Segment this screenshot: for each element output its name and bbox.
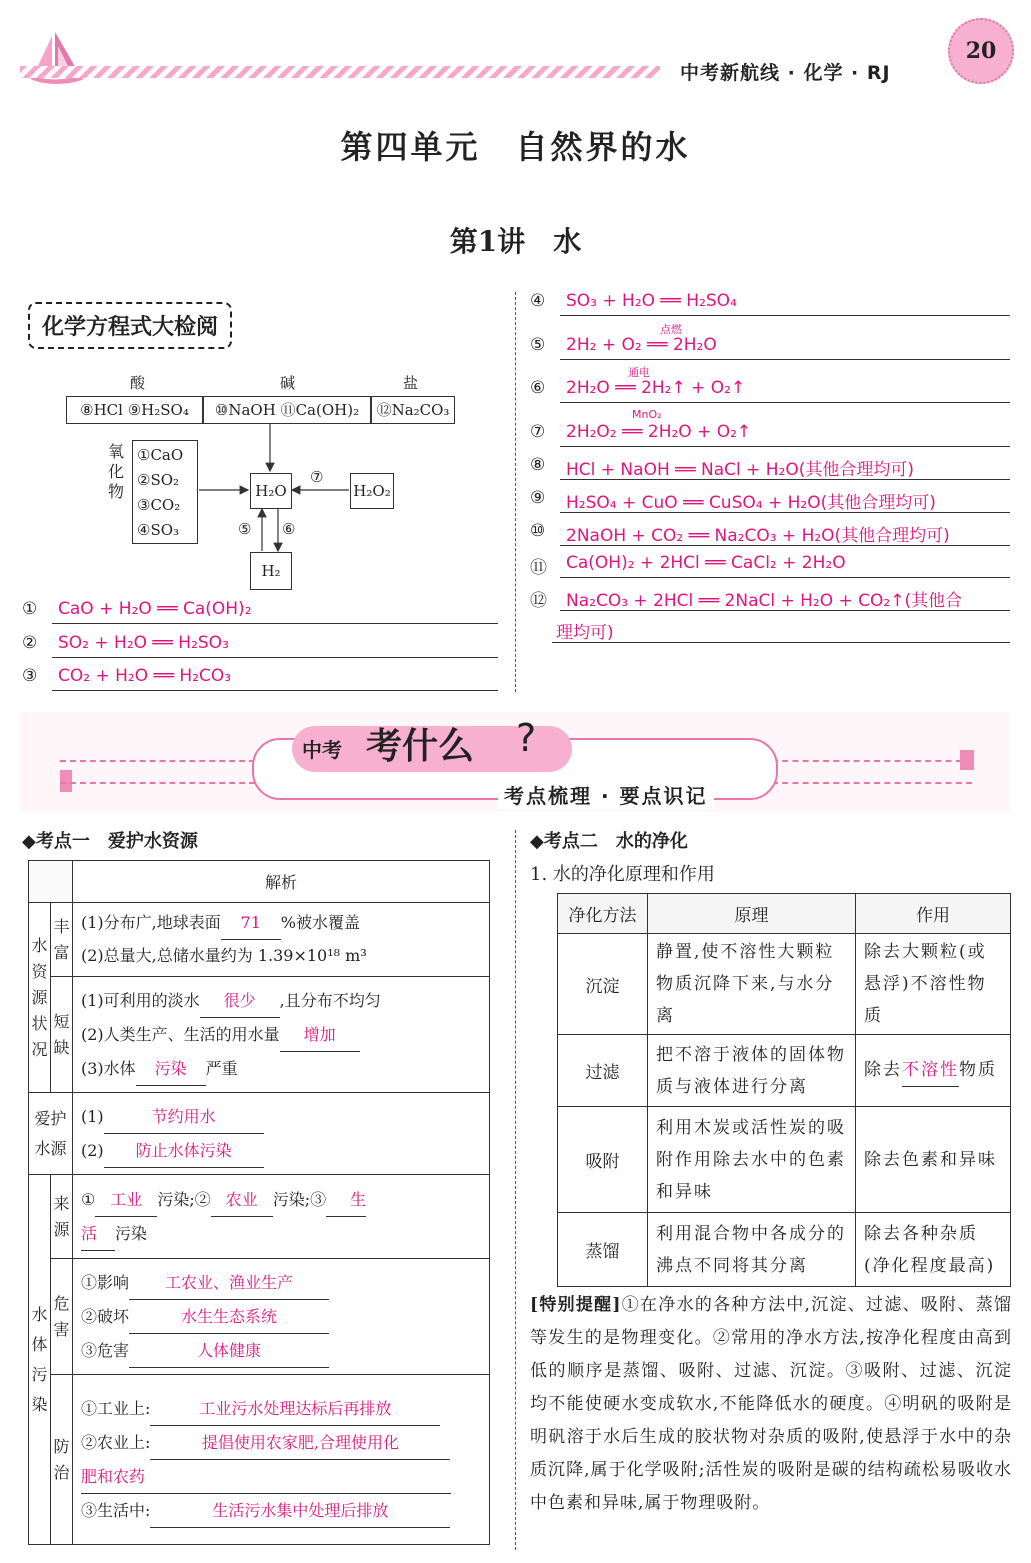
equation-line: 理均可) <box>552 616 1010 643</box>
col-header: 净化方法 <box>558 894 648 934</box>
row-group-pollution: 水体污染 <box>29 1175 51 1545</box>
label-base: 碱 <box>280 374 296 392</box>
row-short: 短缺 <box>51 977 73 1093</box>
arrow-label-6: ⑥ <box>282 520 296 538</box>
principle-cell: 利用木炭或活性炭的吸附作用除去水中的色素和异味 <box>648 1107 856 1213</box>
hydrogen-box: H₂ <box>250 552 292 590</box>
acid-box: ⑧HCl ⑨H₂SO₄ <box>66 396 203 424</box>
purification-table <box>557 893 1011 1287</box>
oxide-item: ①CaO <box>137 446 184 464</box>
method-cell: 蒸馏 <box>558 1213 648 1287</box>
table-header: 解析 <box>73 861 490 903</box>
oxide-item: ④SO₃ <box>137 521 180 539</box>
unit-title: 第四单元 自然界的水 <box>340 128 691 166</box>
oxide-item: ③CO₂ <box>137 496 181 514</box>
equation-line: ⑧ HCl + NaOH ══ NaCl + H₂O(其他合理均可) <box>560 453 1010 480</box>
page-number: 20 <box>948 18 1014 84</box>
row-protect: 爱护水源 <box>29 1093 73 1175</box>
lesson-title: 第1讲 水 <box>449 225 582 258</box>
base-box: ⑩NaOH ⑪Ca(OH)₂ <box>203 396 371 424</box>
label-acid: 酸 <box>130 374 146 392</box>
diagram-arrows <box>60 370 460 595</box>
hydrogen-peroxide-box: H₂O₂ <box>350 473 394 509</box>
equation-line: ⑫ Na₂CO₃ + 2HCl ══ 2NaCl + H₂O + CO₂↑(其他合 <box>560 584 1010 611</box>
row-source: 来源 <box>51 1175 73 1259</box>
note-label: [特别提醒] <box>530 1295 622 1315</box>
col-header: 原理 <box>648 894 856 934</box>
row-harm: 危害 <box>51 1259 73 1375</box>
equation-line: ② SO₂ + H₂O ══ H₂SO₃ <box>52 631 498 658</box>
salt-box: ⑫Na₂CO₃ <box>371 396 455 424</box>
arrow-label-7: ⑦ <box>310 468 324 486</box>
banner-subtitle: 考点梳理 · 要点识记 <box>498 780 714 809</box>
equation-line: ⑤ 2H₂ + O₂ ══ 2H₂O 点燃 <box>560 333 1010 360</box>
effect-cell: 除去大颗粒(或悬浮)不溶性物质 <box>856 934 1011 1035</box>
equation-line: ③ CO₂ + H₂O ══ H₂CO₃ <box>52 664 498 691</box>
banner-small: 中考 <box>302 738 342 762</box>
equation-review-title: 化学方程式大检阅 <box>28 302 232 349</box>
series-title: 中考新航线 · 化学 · RJ <box>680 62 891 84</box>
relation-diagram <box>60 370 460 595</box>
equation-line: ⑨ H₂SO₄ + CuO ══ CuSO₄ + H₂O(其他合理均可) <box>560 486 1010 513</box>
effect-cell: 除去色素和异味 <box>856 1107 1011 1213</box>
column-divider <box>515 830 516 1550</box>
arrow-label-5: ⑤ <box>238 520 252 538</box>
banner-question: ? <box>516 716 537 760</box>
label-oxide: 氧化物 <box>108 442 125 501</box>
principle-cell: 利用混合物中各成分的沸点不同将其分离 <box>648 1213 856 1287</box>
equation-line: ⑩ 2NaOH + CO₂ ══ Na₂CO₃ + H₂O(其他合理均可) <box>560 519 1010 546</box>
kp2-subtitle: 1. 水的净化原理和作用 <box>530 864 715 885</box>
section-banner <box>20 712 1010 812</box>
col-header: 作用 <box>856 894 1011 934</box>
effect-cell: 除去不溶性物质 <box>856 1035 1011 1107</box>
method-cell: 吸附 <box>558 1107 648 1213</box>
banner-title: 考什么 <box>366 725 475 767</box>
equation-line: ⑪ Ca(OH)₂ + 2HCl ══ CaCl₂ + 2H₂O <box>560 551 1010 578</box>
header-stripe <box>20 66 660 78</box>
method-cell: 沉淀 <box>558 934 648 1035</box>
method-cell: 过滤 <box>558 1035 648 1107</box>
principle-cell: 静置,使不溶性大颗粒物质沉降下来,与水分离 <box>648 934 856 1035</box>
label-salt: 盐 <box>403 374 419 392</box>
water-resource-table: 解析 水资源状况 丰富 (1)分布广,地球表面 71 %被水覆盖 (2)总量大,总储水量约为 1.39×10¹⁸ m³ 短缺 (1)可利用的淡水 很少 ,且分布不均匀 (2)人类生产、生活的用水量 增加 (3)水体 污染 严重 爱护水源 (1) 节约用水 (2) 防止水体污染 水体污染 来源 ① 工业 污染;② 农业 污染;③ 生 活 污染 危害 ①影响 工农业、渔业生产 ②破坏 水生生态系统 ③危害 人体健康 防治 ①工业上: 工业污水处理达标后再排放 ②农业上: 提倡使用农家肥,合理使用化 肥和农药 ③生活中: 生活污水集中处理后排放 <box>28 860 490 1545</box>
principle-cell: 把不溶于液体的固体物质与液体进行分离 <box>648 1035 856 1107</box>
kp2-title: ◆考点二 水的净化 <box>530 831 688 852</box>
column-divider <box>515 292 516 692</box>
water-box: H₂O <box>250 473 292 509</box>
row-prevent: 防治 <box>51 1375 73 1545</box>
special-note <box>530 1289 1012 1520</box>
equation-line: ④ SO₃ + H₂O ══ H₂SO₄ <box>560 289 1010 316</box>
equation-line: ⑥ 2H₂O ══ 2H₂↑ + O₂↑ 通电 <box>560 376 1010 403</box>
equation-line: ⑦ 2H₂O₂ ══ 2H₂O + O₂↑ MnO₂ <box>560 420 1010 447</box>
row-rich: 丰富 <box>51 903 73 977</box>
note-text: ①在净水的各种方法中,沉淀、过滤、吸附、蒸馏等发生的是物理变化。②常用的净水方法,按净化程度由高到低的顺序是蒸馏、吸附、过滤、沉淀。③吸附、过滤、沉淀均不能使硬水变成软水,不能降低水的硬度。④明矾的吸附是明矾溶于水后生成的胶状物对杂质的吸附,使悬浮于水中的杂质沉降,属于化学吸附;活性炭的吸附是碳的结构疏松易吸收水中色素和异味,属于物理吸附。 <box>530 1295 1012 1513</box>
oxide-item: ②SO₂ <box>137 471 180 489</box>
equation-line: ① CaO + H₂O ══ Ca(OH)₂ <box>52 597 498 624</box>
row-group-status: 水资源状况 <box>29 903 51 1093</box>
kp1-title: ◆考点一 爱护水资源 <box>22 831 198 852</box>
effect-cell: 除去各种杂质(净化程度最高) <box>856 1213 1011 1287</box>
